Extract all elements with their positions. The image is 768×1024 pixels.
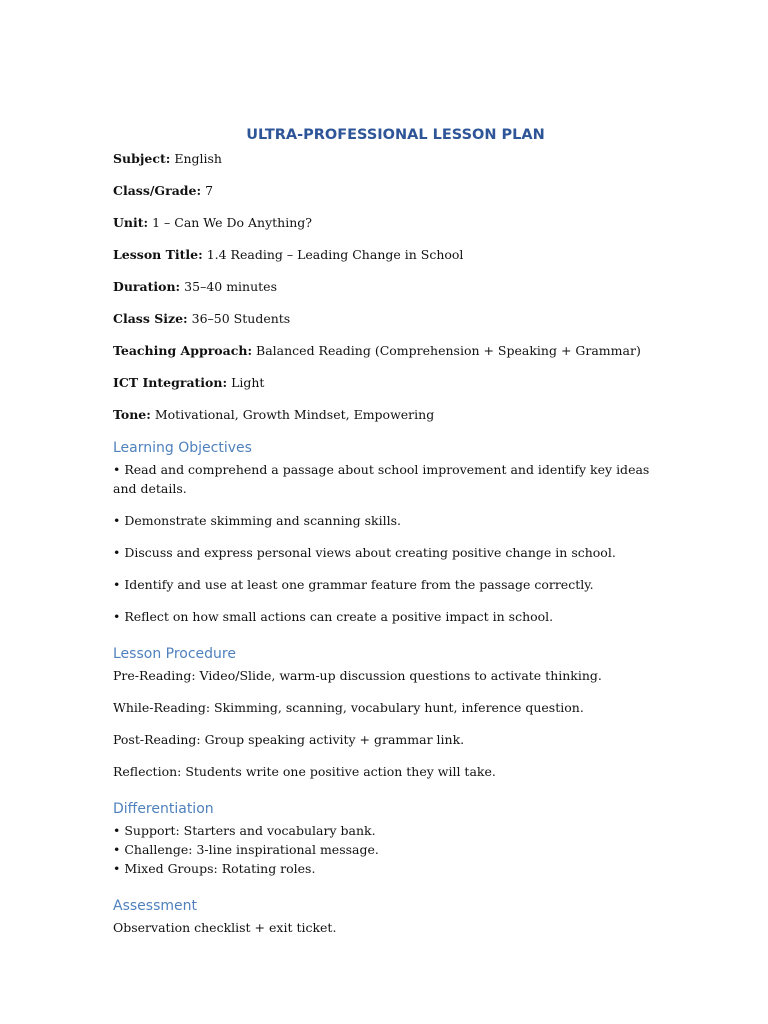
- field-value: 1.4 Reading – Leading Change in School: [202, 247, 464, 262]
- assessment-text: Observation checklist + exit ticket.: [113, 920, 337, 935]
- section-heading-differentiation: Differentiation: [113, 801, 214, 817]
- document-page: [113, 126, 658, 937]
- field-lesson-title: [113, 246, 658, 264]
- field-label: Lesson Title:: [113, 247, 203, 262]
- field-label: Tone:: [113, 407, 151, 422]
- section-heading-lesson-procedure: Lesson Procedure: [113, 646, 236, 662]
- field-value: Balanced Reading (Comprehension + Speaking + Grammar): [252, 343, 641, 358]
- field-class-size: [113, 310, 658, 328]
- field-value: Light: [227, 375, 265, 390]
- procedure-step: Reflection: Students write one positive action they will take.: [113, 764, 496, 779]
- procedure-step: Post-Reading: Group speaking activity + grammar link.: [113, 732, 465, 747]
- field-value: Motivational, Growth Mindset, Empowering: [150, 407, 435, 422]
- field-value: 35–40 minutes: [180, 279, 277, 294]
- field-label: Teaching Approach:: [113, 343, 253, 358]
- field-subject: [113, 150, 658, 168]
- field-label: Class Size:: [113, 311, 188, 326]
- field-label: Duration:: [113, 279, 181, 294]
- field-label: Class/Grade:: [113, 183, 202, 198]
- list-item: • Demonstrate skimming and scanning skills.: [113, 513, 402, 528]
- procedure-step: While-Reading: Skimming, scanning, vocabulary hunt, inference question.: [113, 700, 584, 715]
- list-item: • Mixed Groups: Rotating roles.: [113, 861, 316, 876]
- field-teaching-approach: [113, 342, 658, 360]
- field-unit: [113, 214, 658, 232]
- field-tone: [113, 406, 658, 424]
- field-label: ICT Integration:: [113, 375, 228, 390]
- field-ict-integration: [113, 374, 658, 392]
- list-item: • Challenge: 3-line inspirational message.: [113, 842, 379, 857]
- list-item: • Discuss and express personal views about creating positive change in school.: [113, 545, 616, 560]
- field-value: English: [170, 151, 222, 166]
- document-title: ULTRA-PROFESSIONAL LESSON PLAN: [246, 127, 545, 143]
- section-heading-learning-objectives: Learning Objectives: [113, 440, 252, 456]
- field-label: Unit:: [113, 215, 149, 230]
- list-item: • Read and comprehend a passage about school improvement and identify key ideas and details.: [113, 462, 650, 496]
- list-item: • Reflect on how small actions can create a positive impact in school.: [113, 609, 554, 624]
- field-class-grade: [113, 182, 658, 200]
- list-item: • Support: Starters and vocabulary bank.: [113, 823, 376, 838]
- field-value: 7: [201, 183, 214, 198]
- field-value: 36–50 Students: [187, 311, 291, 326]
- field-value: 1 – Can We Do Anything?: [148, 215, 312, 230]
- section-heading-assessment: Assessment: [113, 898, 197, 914]
- procedure-step: Pre-Reading: Video/Slide, warm-up discussion questions to activate thinking.: [113, 668, 602, 683]
- field-label: Subject:: [113, 151, 171, 166]
- field-duration: [113, 278, 658, 296]
- list-item: • Identify and use at least one grammar feature from the passage correctly.: [113, 577, 594, 592]
